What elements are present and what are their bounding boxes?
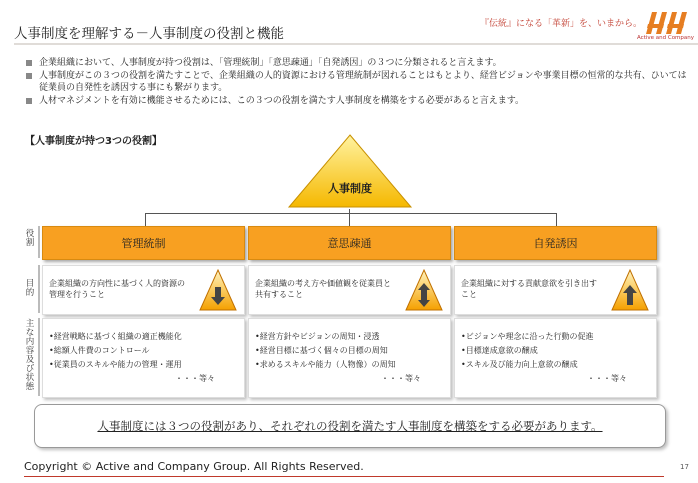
bullet-square-icon: [26, 73, 32, 79]
connector-line: [349, 213, 350, 226]
bullet-text: 人事制度がこの３つの役割を満たすことで、企業組織の人的資源における管理統制が図れることはもとより、経営ビジョンや事業目標の恒常的な共有、ひいては従業員の自発性を誘因する事にも繋がります。: [39, 71, 687, 93]
summary-text: 人事制度には３つの役割があり、それぞれの役割を満たす人事制度を構築をする必要があります。: [97, 419, 603, 433]
connector-line: [145, 213, 557, 214]
role-header-control: 管理統制: [42, 226, 245, 260]
logo-tagline: 『伝統』になる「革新」を、いまから。: [480, 19, 643, 29]
bullet-item: [25, 70, 690, 94]
bullet-list: [25, 57, 690, 108]
hr-system-label: 人事制度: [328, 182, 372, 195]
row-divider: [38, 265, 40, 313]
logo-company-name: Active and Company: [637, 35, 695, 41]
page-number: 17: [680, 463, 689, 471]
etc-label: ・・・等々: [381, 374, 421, 383]
row-divider: [38, 226, 40, 258]
content-item: •経営方針やビジョンの周知・浸透: [255, 332, 380, 341]
bullet-text: 人材マネジメントを有効に機能させるためには、この３つの役割を満たす人事制度を構築をする必要があると言えます。: [39, 96, 525, 106]
content-item: •従業員のスキルや能力の管理・運用: [49, 360, 182, 369]
bullet-square-icon: [26, 98, 32, 104]
connector-line: [556, 213, 557, 226]
row-divider: [38, 318, 40, 396]
arrow-down-icon: [199, 269, 237, 311]
connector-line: [145, 213, 146, 226]
purpose-text: 企業組織の考え方や価値観を従業員と共有すること: [255, 279, 391, 299]
copyright: Copyright © Active and Company Group. All Rights Reserved.: [24, 460, 364, 473]
bullet-square-icon: [26, 60, 32, 66]
content-item: •経営戦略に基づく組織の適正機能化: [49, 332, 182, 341]
arrow-up-icon: [611, 269, 649, 311]
summary-box: [34, 404, 666, 448]
arrow-both-icon: [405, 269, 443, 311]
footer-divider: [24, 476, 664, 477]
bullet-text: 企業組織において、人事制度が持つ役割は、「管理統制」「意思疎通」「自発誘因」の３つに分類されると言えます。: [39, 58, 502, 68]
bullet-item: [25, 95, 690, 107]
content-item: •ビジョンや理念に沿った行動の促進: [461, 332, 594, 341]
purpose-text: 企業組織の方向性に基づく人的資源の管理を行うこと: [49, 279, 185, 299]
page-title: 人事制度を理解する－人事制度の役割と機能: [14, 26, 284, 42]
top-triangle-icon: [285, 133, 415, 209]
content-item: •求めるスキルや能力（人物像）の周知: [255, 360, 396, 369]
purpose-card-communication: [248, 265, 451, 315]
content-item: •スキル及び能力向上意欲の醸成: [461, 360, 578, 369]
role-header-motivation: 自発誘因: [454, 226, 657, 260]
row-label-role: 役割: [25, 229, 35, 248]
purpose-card-control: [42, 265, 245, 315]
content-item: •経営目標に基づく個々の目標の周知: [255, 346, 388, 355]
bullet-item: [25, 57, 690, 69]
etc-label: ・・・等々: [587, 374, 627, 383]
row-label-purpose: 目的: [25, 279, 35, 298]
purpose-card-motivation: [454, 265, 657, 315]
content-card-communication: [248, 318, 451, 398]
content-item: •目標達成意欲の醸成: [461, 346, 538, 355]
content-card-control: [42, 318, 245, 398]
row-label-content: 主な内容及び状態: [25, 319, 35, 392]
content-item: •総額人件費のコントロール: [49, 346, 150, 355]
purpose-text: 企業組織に対する貢献意欲を引き出すこと: [461, 279, 597, 299]
etc-label: ・・・等々: [175, 374, 215, 383]
section-heading: 【人事制度が持つ3つの役割】: [25, 136, 162, 147]
title-divider: [14, 43, 698, 45]
content-card-motivation: [454, 318, 657, 398]
role-header-communication: 意思疎通: [248, 226, 451, 260]
